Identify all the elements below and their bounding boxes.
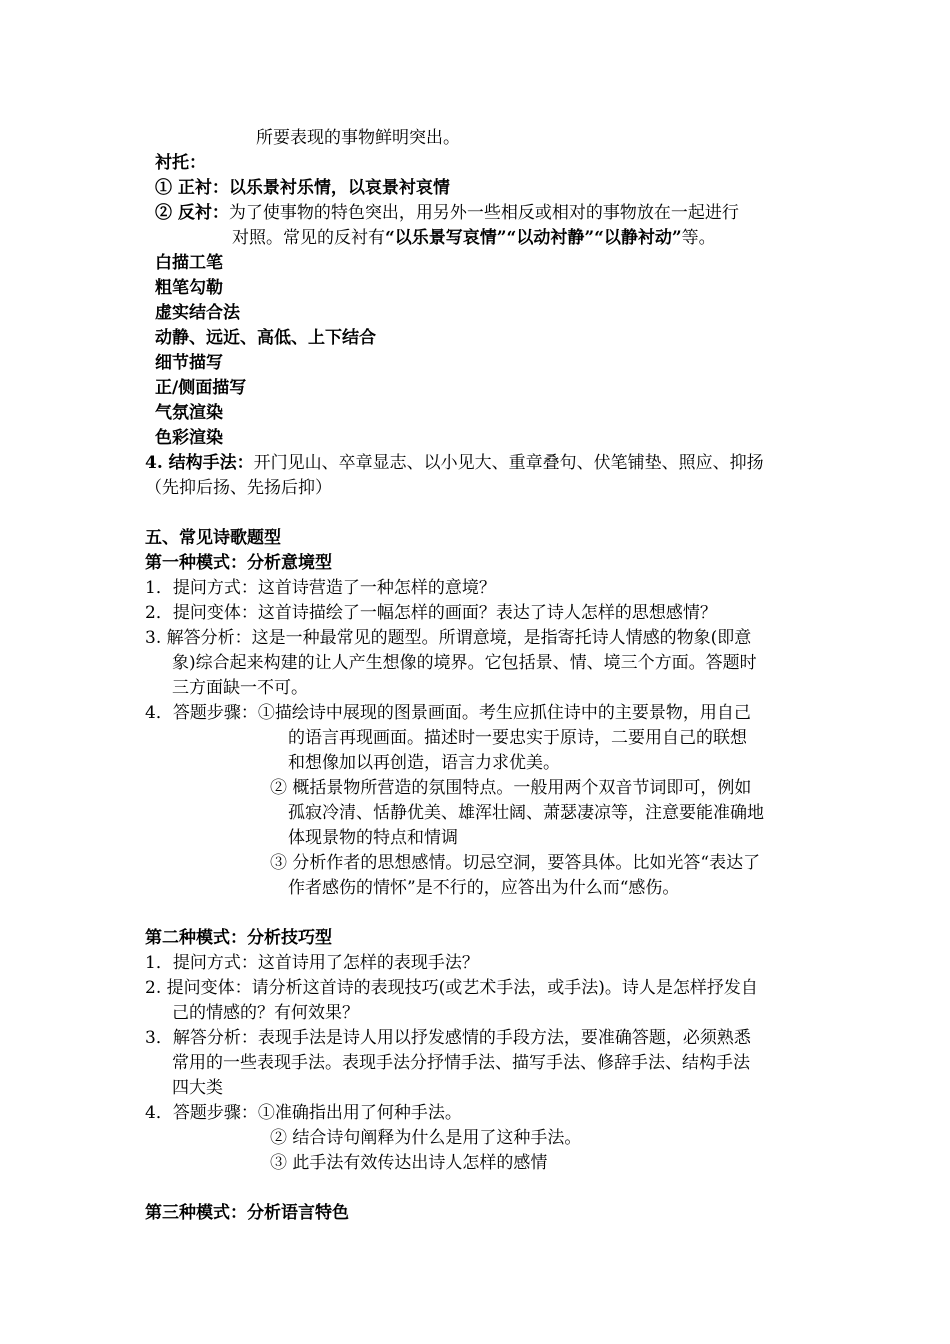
jiegou-cont: （先抑后扬、先扬后抑）: [145, 478, 332, 498]
mode3-title: 第三种模式：分析语言特色: [145, 1203, 349, 1223]
mode2-line2a: 2. 提问变体：请分析这首诗的表现技巧(或艺术手法，或手法)。诗人是怎样抒发自: [145, 978, 758, 998]
technique-item: 粗笔勾勒: [155, 278, 223, 298]
mode2-line3c: 四大类: [172, 1078, 223, 1098]
mode2-step3: ③ 此手法有效传达出诗人怎样的感情: [270, 1153, 548, 1173]
fanchen-line: [155, 201, 739, 225]
mode2-step2: ② 结合诗句阐释为什么是用了这种手法。: [270, 1128, 582, 1148]
text-line: 所要表现的事物鲜明突出。: [256, 128, 460, 148]
technique-item: 正/侧面描写: [155, 378, 247, 398]
jiegou-text: 开门见山、卒章显志、以小见大、重章叠句、伏笔铺垫、照应、抑扬: [253, 453, 764, 473]
mode1-step2b: 孤寂冷清、恬静优美、雄浑壮阔、萧瑟凄凉等，注意要能准确地: [288, 803, 764, 823]
fanchen-cont: [232, 226, 716, 250]
fanchen-label: ② 反衬：: [155, 203, 229, 223]
mode2-line2b: 己的情感的？有何效果？: [172, 1003, 359, 1023]
mode1-line4b: 的语言再现画面。描述时一要忠实于原诗，二要用自己的联想: [288, 728, 747, 748]
mode1-line2: 2．提问变体：这首诗描绘了一幅怎样的画面？表达了诗人怎样的思想感情？: [145, 603, 717, 623]
jiegou-line: [145, 451, 764, 475]
technique-item: 动静、远近、高低、上下结合: [155, 328, 376, 348]
mode2-line3a: 3．解答分析：表现手法是诗人用以抒发感情的手段方法，要准确答题，必须熟悉: [145, 1028, 751, 1048]
mode1-step3b: 作者感伤的情怀”是不行的，应答出为什么而“感伤。: [288, 878, 680, 898]
mode1-title: 第一种模式：分析意境型: [145, 553, 332, 573]
mode1-line4c: 和想像加以再创造，语言力求优美。: [288, 753, 560, 773]
mode2-line1: 1．提问方式：这首诗用了怎样的表现手法？: [145, 953, 479, 973]
mode1-line3a: 3. 解答分析：这是一种最常见的题型。所谓意境，是指寄托诗人情感的物象(即意: [145, 628, 752, 648]
heading-chentuo: 衬托：: [155, 153, 206, 173]
jiegou-label: 4. 结构手法：: [145, 453, 254, 473]
section-title: 五、常见诗歌题型: [145, 528, 281, 548]
zhengchen-line: [155, 176, 450, 200]
mode1-line3c: 三方面缺一不可。: [172, 678, 308, 698]
technique-item: 气氛渲染: [155, 403, 223, 423]
zhengchen-label: ① 正衬：: [155, 178, 229, 198]
mode1-line4a: 4．答题步骤：①描绘诗中展现的图景画面。考生应抓住诗中的主要景物，用自己: [145, 703, 751, 723]
fanchen-cont-c: 等。: [681, 228, 716, 248]
fanchen-cont-a: 对照。常见的反衬有: [232, 228, 385, 248]
zhengchen-text: 以乐景衬乐情，以哀景衬哀情: [228, 178, 450, 198]
mode1-step2a: ② 概括景物所营造的氛围特点。一般用两个双音节词即可，例如: [270, 778, 752, 798]
technique-item: 细节描写: [155, 353, 223, 373]
technique-item: 虚实结合法: [155, 303, 240, 323]
fanchen-cont-b: “以乐景写哀情”“以动衬静”“以静衬动”: [385, 228, 682, 248]
fanchen-text: 为了使事物的特色突出，用另外一些相反或相对的事物放在一起进行: [228, 203, 739, 223]
mode1-line1: 1．提问方式：这首诗营造了一种怎样的意境？: [145, 578, 496, 598]
mode2-title: 第二种模式：分析技巧型: [145, 928, 332, 948]
technique-item: 色彩渲染: [155, 428, 223, 448]
mode1-step3a: ③ 分析作者的思想感情。切忌空洞，要答具体。比如光答“表达了: [270, 853, 761, 873]
technique-item: 白描工笔: [155, 253, 223, 273]
mode1-line3b: 象)综合起来构建的让人产生想像的境界。它包括景、情、境三个方面。答题时: [172, 653, 757, 673]
mode1-step2c: 体现景物的特点和情调: [288, 828, 458, 848]
mode2-line3b: 常用的一些表现手法。表现手法分抒情手法、描写手法、修辞手法、结构手法: [172, 1053, 750, 1073]
mode2-line4a: 4．答题步骤：①准确指出用了何种手法。: [145, 1103, 462, 1123]
